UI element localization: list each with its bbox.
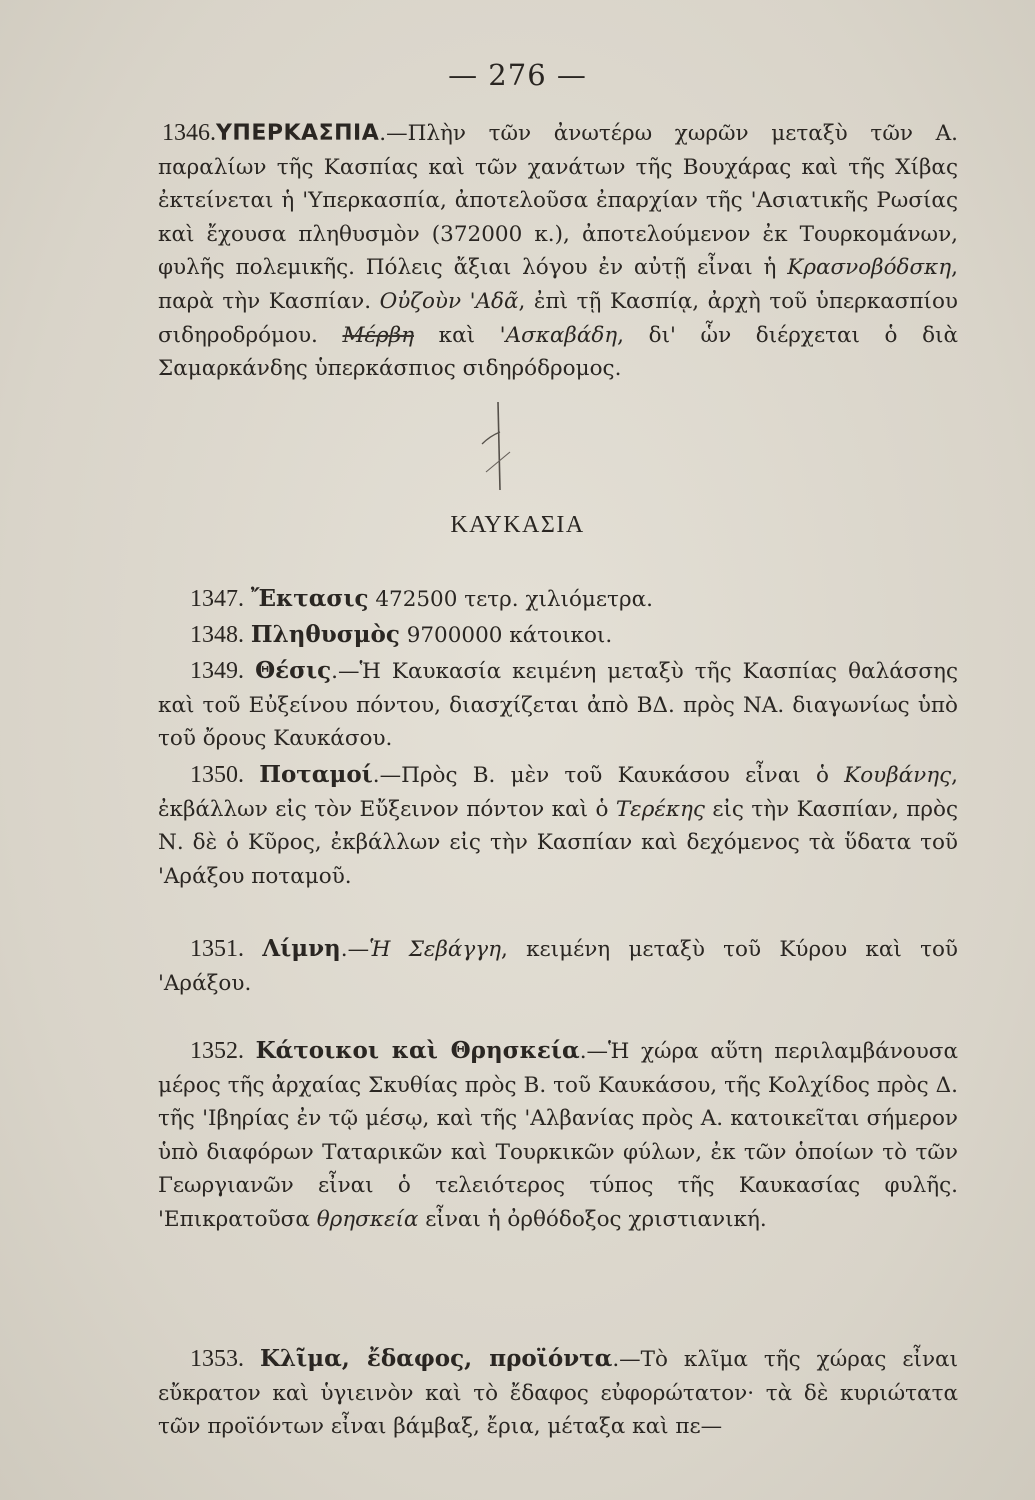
pencil-annotation-mark xyxy=(480,402,540,494)
paragraph-text: .—Ἡ χώρα αὕτη περιλαμβάνουσα μέρος τῆς ἀρχαίας Σκυθίας πρὸς Β. τοῦ Καυκάσου, τῆς Κολχίδος πρὸς Δ. τῆς 'Ιβηρίας ἐν τῷ μέσῳ, καὶ τῆς 'Αλβανίας πρὸς Α. κατοικεῖται σήμερον ὑπὸ διαφόρων Ταταρικῶν καὶ Τουρκικῶν φύλων, ἐκ τῶν ὁποίων τὸ τῶν Γεωργιανῶν εἶναι ὁ τελειότερος τύπος τῆς Καυκασίας φυλῆς. 'Επικρατοῦσα xyxy=(158,1039,958,1232)
paragraph-1350 xyxy=(158,758,958,893)
city-name: 'Ασκαβάδη xyxy=(499,322,618,348)
paragraph-1346 xyxy=(158,117,958,386)
paragraph-text: καὶ xyxy=(414,322,500,348)
page-number: — 276 — xyxy=(448,58,587,92)
paragraph-1352 xyxy=(158,1034,958,1237)
paragraph-number: 1348. xyxy=(190,622,244,648)
paragraph-text: .—Πλὴν τῶν ἀνωτέρω χωρῶν μεταξὺ τῶν Α. παραλίων τῆς Κασπίας καὶ τῶν χανάτων τῆς Βουχάρας καὶ τῆς Χίβας ἐκτείνεται ἡ 'Υπερκασπία, ἀποτελοῦσα ἐπαρχίαν τῆς 'Ασιατικῆς Ρωσίας καὶ ἔχουσα πληθυσμὸν (372000 κ.), ἀποτελούμενον ἐκ Τουρκομάνων, φυλῆς πολεμικῆς. Πόλεις ἄξιαι λόγου ἐν αὐτῇ εἶναι ἡ xyxy=(158,121,958,281)
paragraph-number: 1351. xyxy=(190,936,244,962)
river-name: Κουβάνης xyxy=(844,763,952,788)
paragraph-text: .—Τὸ κλῖμα τῆς χώρας εἶναι εὔκρατον καὶ ὑγιεινὸν καὶ τὸ ἔδαφος εὐφορώτατον· τὰ δὲ κυριώτατα τῶν προϊόντων εἶναι βάμβαξ, ἔρια, μέταξα καὶ πε— xyxy=(158,1347,958,1440)
paragraph-heading: Κάτοικοι καὶ Θρησκεία xyxy=(255,1037,580,1064)
paragraph-heading: Ἔκτασις xyxy=(250,585,369,612)
paragraph-text: , δι' ὧν διέρχεται ὁ διὰ Σαμαρκάνδης ὑπερκάσπιος σιδηρόδρομος. xyxy=(158,322,959,382)
paragraph-1349 xyxy=(158,654,958,756)
paragraph-text: .— xyxy=(340,937,370,962)
paragraph-heading: Πληθυσμὸς xyxy=(250,621,400,648)
paragraph-1348 xyxy=(158,618,958,653)
city-name: Μέρβη xyxy=(342,322,415,348)
paragraph-heading: Λίμνη xyxy=(262,935,341,962)
paragraph-1353 xyxy=(158,1342,958,1444)
paragraph-text: .—Ἡ Καυκασία κειμένη μεταξὺ τῆς Κασπίας θαλάσσης καὶ τοῦ Εὐξείνου πόντου, διασχίζεται ἀπὸ ΒΔ. πρὸς ΝΑ. διαγωνίως ὑπὸ τοῦ ὄρους Καυκάσου. xyxy=(158,659,958,752)
paragraph-heading: Ποταμοί xyxy=(259,761,373,788)
paragraph-number: 1349. xyxy=(190,658,244,684)
paragraph-heading: ΥΠΕΡΚΑΣΠΙΑ xyxy=(216,121,380,146)
paragraph-heading: Θέσις xyxy=(255,657,332,684)
paragraph-number: 1350. xyxy=(190,762,244,788)
paragraph-text: , κειμένη μεταξὺ τοῦ Κύρου καὶ τοῦ 'Αράξου. xyxy=(158,937,958,996)
city-name: Οὐζοὺν 'Αδᾶ xyxy=(379,288,519,314)
paragraph-heading: Κλῖμα, ἔδαφος, προϊόντα xyxy=(259,1345,613,1372)
city-name: Κρασνοβόδσκη xyxy=(787,255,952,281)
paragraph-text: , ἐπὶ τῇ Κασπίᾳ, ἀρχὴ τοῦ ὑπερκασπίου σιδηροδρόμου. xyxy=(158,288,958,348)
lake-name: Ἡ Σεβάγγη xyxy=(369,937,501,962)
religion-term: θρησκεία xyxy=(316,1206,419,1232)
paragraph-number: 1352. xyxy=(190,1038,244,1064)
paragraph-text: .—Πρὸς Β. μὲν τοῦ Καυκάσου εἶναι ὁ xyxy=(372,763,845,788)
section-title: ΚΑΥΚΑΣΙΑ xyxy=(450,512,585,538)
paragraph-text: εἶναι ἡ ὀρθόδοξος χριστιανική. xyxy=(418,1206,767,1232)
paragraph-number: 1346. xyxy=(162,120,216,146)
paragraph-text: 9700000 κάτοικοι. xyxy=(399,623,613,648)
paragraph-1351 xyxy=(158,932,958,1000)
paragraph-text: , ἐκβάλλων εἰς τὸν Εὔξεινον πόντον καὶ ὁ xyxy=(158,763,959,822)
paragraph-1347 xyxy=(158,582,958,617)
paragraph-number: 1353. xyxy=(190,1346,244,1372)
paragraph-text: 472500 τετρ. χιλιόμετρα. xyxy=(368,587,653,612)
paragraph-number: 1347. xyxy=(190,586,244,612)
river-name: Τερέκης xyxy=(615,796,705,822)
paragraph-text: , παρὰ τὴν Κασπίαν. xyxy=(158,255,958,314)
paragraph-text: εἰς τὴν Κασπίαν, πρὸς Ν. δὲ ὁ Κῦρος, ἐκβάλλων εἰς τὴν Κασπίαν καὶ δεχόμενος τὰ ὕδατα τοῦ 'Αράξου ποταμοῦ. xyxy=(158,796,959,889)
